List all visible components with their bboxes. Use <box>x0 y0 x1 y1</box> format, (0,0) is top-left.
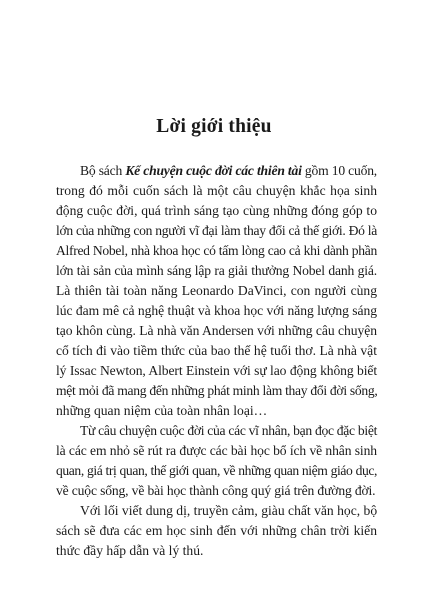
text-line: thức đầy hấp dẫn và lý thú. <box>56 543 204 558</box>
text-line <box>56 161 377 181</box>
text-line: mệt mỏi đã mang đến những phát minh làm thay đổi đời sống, <box>56 383 378 398</box>
text-line: là các em nhỏ sẽ rút ra được các bài học bổ ích về nhân sinh <box>56 443 377 458</box>
text-line: sách sẽ đưa các em học sinh đến với những chân trời kiến <box>56 523 377 538</box>
book-series-title: Kể chuyện cuộc đời các thiên tài <box>125 163 302 178</box>
text-line: Là thiên tài toàn năng Leonardo DaVinci, con người cùng <box>56 283 377 298</box>
text-line: Từ câu chuyện cuộc đời của các vĩ nhân, bạn đọc đặc biệt <box>80 423 378 438</box>
text-line: lớn tài sản của mình sáng lập ra giải thưởng Nobel danh giá. <box>56 263 377 278</box>
text-line: tạo khôn cùng. Là nhà văn Andersen với những câu chuyện <box>56 323 377 338</box>
page-title: Lời giới thiệu <box>156 116 272 137</box>
paragraph-3 <box>56 501 377 561</box>
text-line: cổ tích đi vào tiềm thức của bao thế hệ tuổi thơ. Là nhà vật <box>56 343 377 358</box>
text-fragment: gồm 10 cuốn, <box>301 163 378 178</box>
paragraph-1 <box>56 161 377 421</box>
text-line: những quan niệm của toàn nhân loại… <box>56 403 268 418</box>
text-line: động cuộc đời, quá trình sáng tạo cùng những đóng góp to <box>56 203 377 218</box>
text-line: quan, giá trị quan, thế giới quan, về những quan niệm giáo dục, <box>56 463 377 478</box>
text-line: lý Issac Newton, Albert Einstein với sự lao động không biết <box>56 363 377 378</box>
text-line: về cuộc sống, về bài học thành công quý giá trên đường đời. <box>56 483 376 498</box>
text-line: Với lối viết dung dị, truyền cảm, giàu chất văn học, bộ <box>80 503 378 518</box>
text-line: lớn của những con người vĩ đại làm thay đổi cả thế giới. Đó là <box>56 223 377 238</box>
text-line: Alfred Nobel, nhà khoa học có tấm lòng cao cả khi dành phần <box>56 243 377 258</box>
text-line: lúc đam mê cả nghệ thuật và khoa học với năng lượng sáng <box>56 303 377 318</box>
paragraph-2 <box>56 421 377 501</box>
text-line: trong đó mỗi cuốn sách là một câu chuyện khắc họa sinh <box>56 183 377 198</box>
text-fragment: Bộ sách <box>80 163 126 178</box>
body-text <box>56 161 377 561</box>
